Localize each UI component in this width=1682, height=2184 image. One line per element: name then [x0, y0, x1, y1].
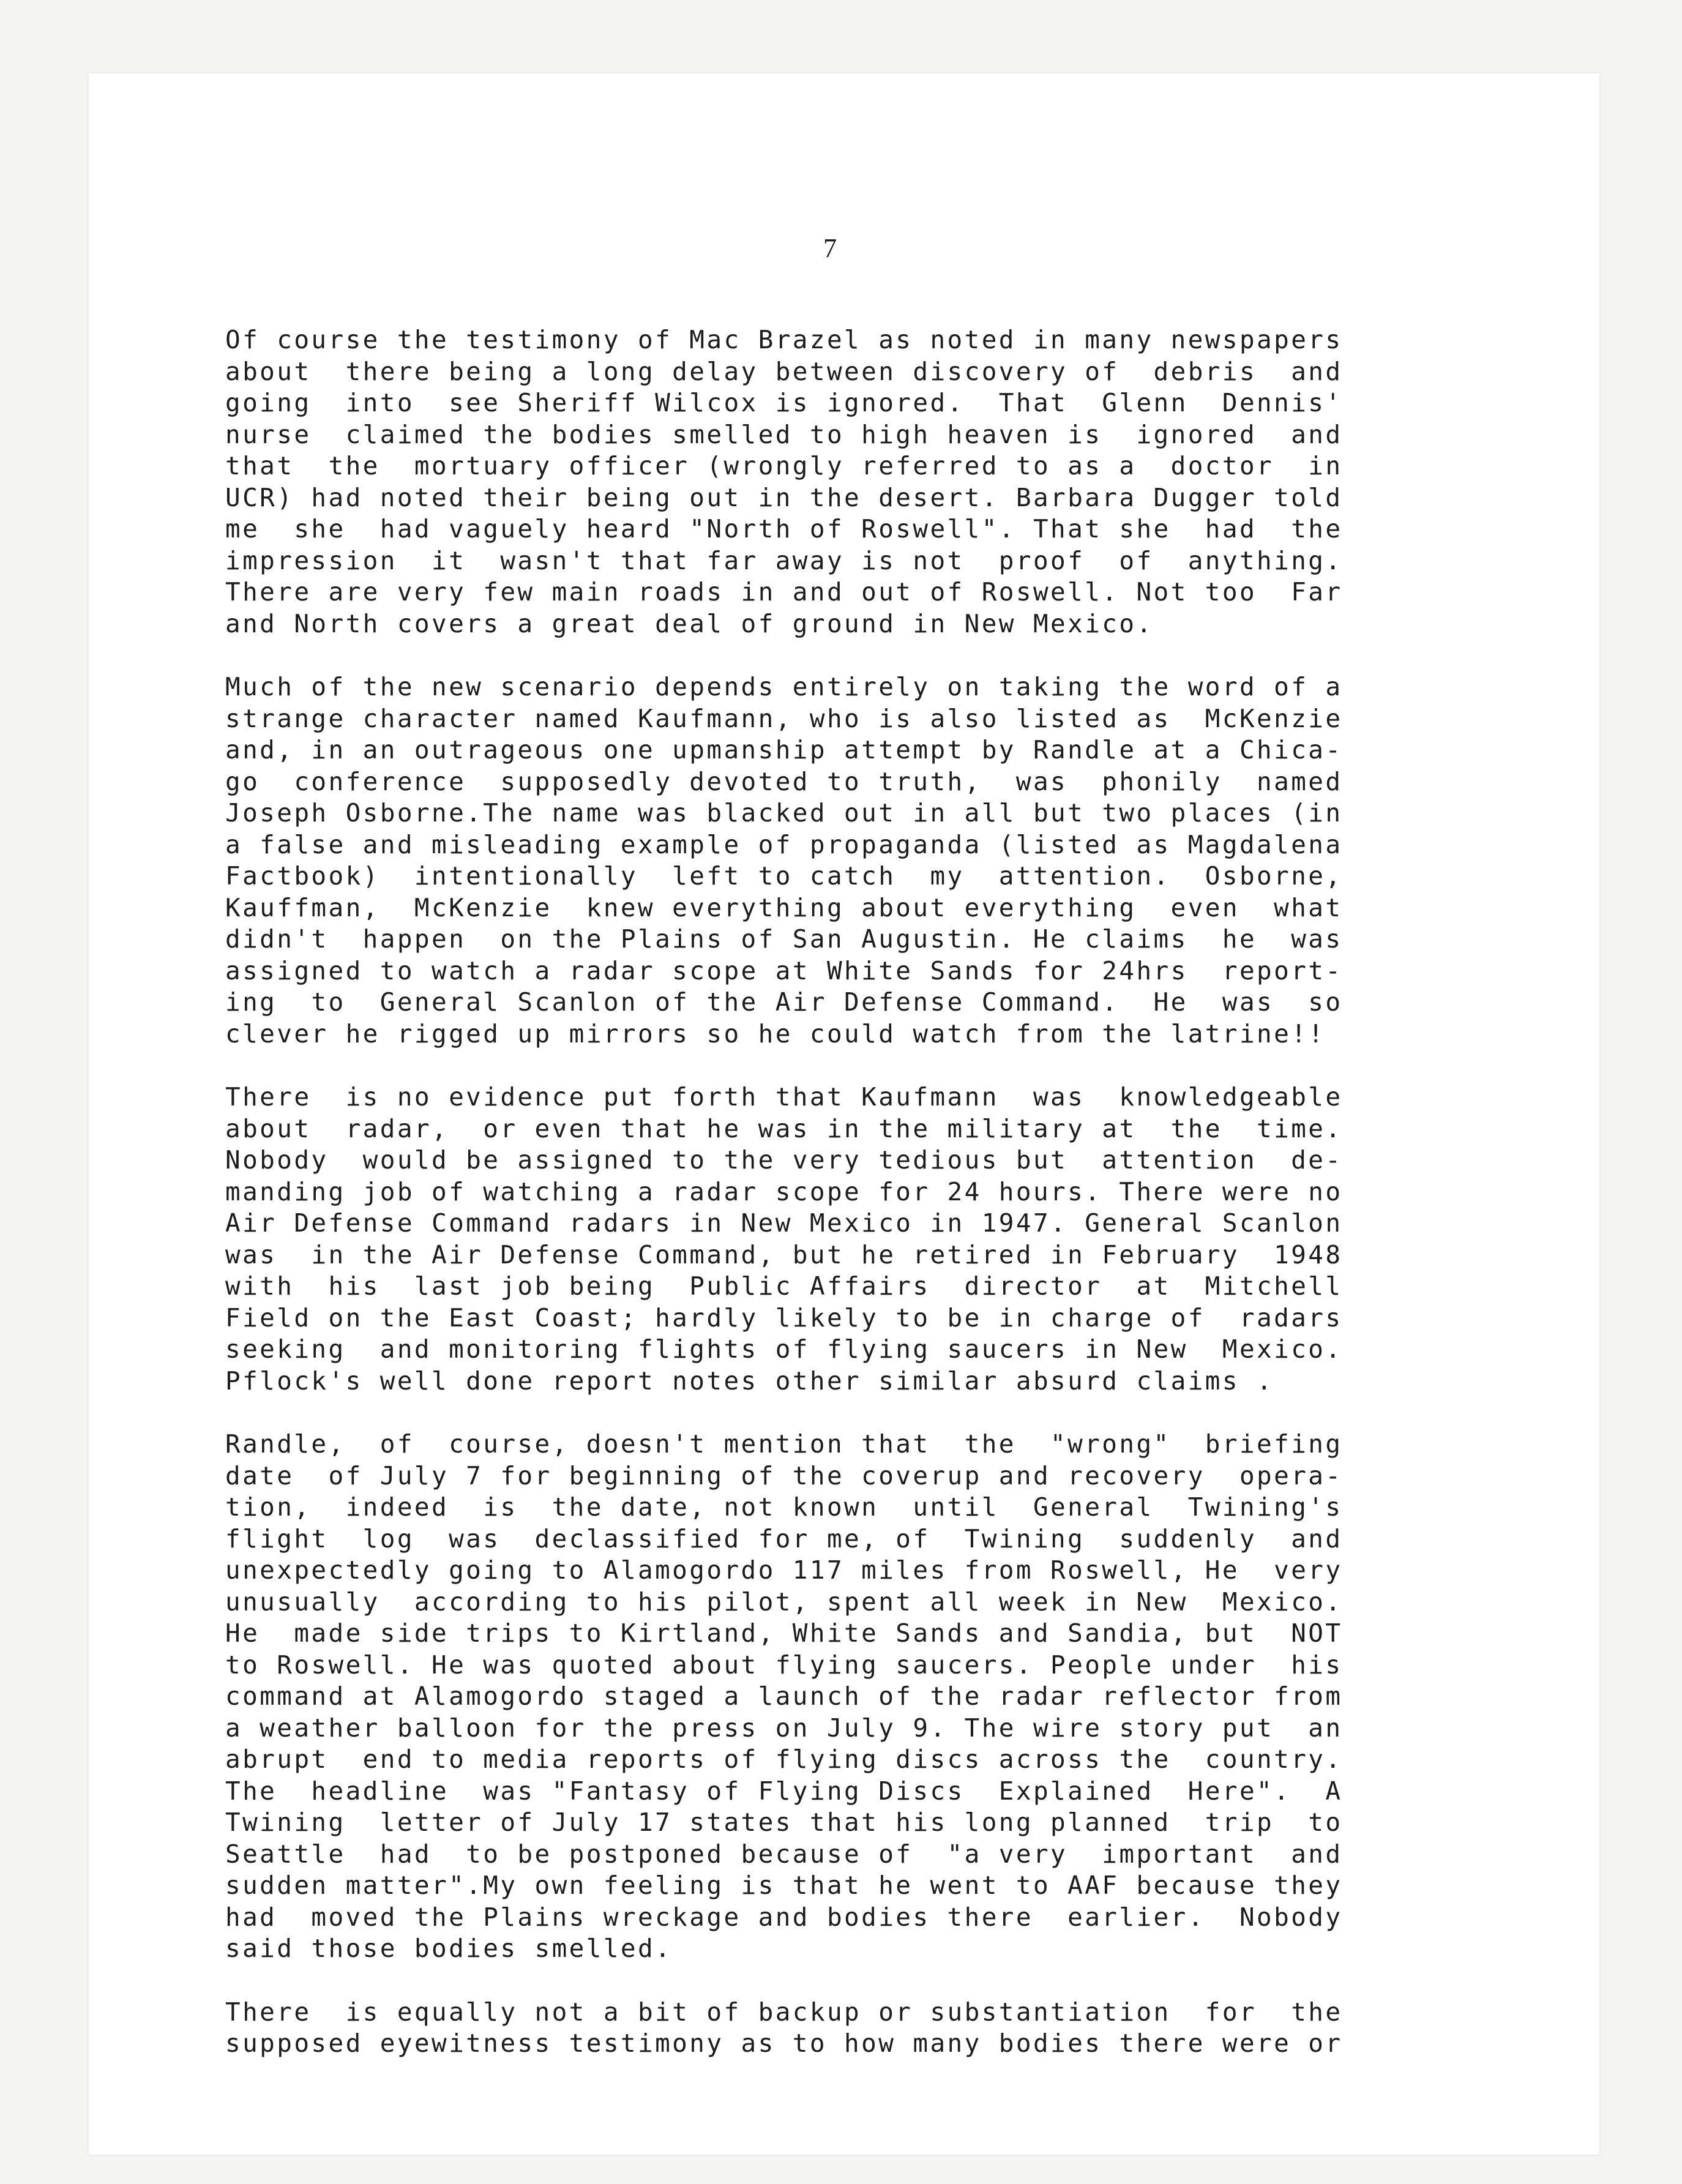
text-line: Pflock's well done report notes other similar absurd claims .	[225, 1366, 1274, 1396]
text-line: sudden matter".My own feeling is that he went to AAF because they	[225, 1871, 1343, 1900]
text-line: Twining letter of July 17 states that his long planned trip to	[225, 1808, 1343, 1837]
text-line: Factbook) intentionally left to catch my attention. Osborne,	[225, 861, 1343, 891]
text-line: supposed eyewitness testimony as to how many bodies there were or	[225, 2029, 1343, 2058]
text-line: The headline was "Fantasy of Flying Discs Explained Here". A	[225, 1776, 1343, 1806]
text-line: seeking and monitoring flights of flying saucers in New Mexico.	[225, 1334, 1343, 1364]
text-line: unusually according to his pilot, spent all week in New Mexico.	[225, 1587, 1343, 1617]
text-line: go conference supposedly devoted to truth, was phonily named	[225, 766, 1343, 796]
text-line: There is no evidence put forth that Kaufmann was knowledgeable	[225, 1082, 1343, 1112]
text-line: Nobody would be assigned to the very tedious but attention de-	[225, 1145, 1343, 1175]
paragraph-3	[225, 1082, 1462, 1397]
text-line: Air Defense Command radars in New Mexico in 1947. General Scanlon	[225, 1208, 1343, 1238]
text-line: said those bodies smelled.	[225, 1934, 673, 1963]
text-line: Kauffman, McKenzie knew everything about everything even what	[225, 892, 1343, 922]
text-line: a weather balloon for the press on July 9. The wire story put an	[225, 1713, 1343, 1743]
text-line: me she had vaguely heard "North of Roswell". That she had the	[225, 514, 1343, 544]
text-line: and, in an outrageous one upmanship attempt by Randle at a Chica-	[225, 735, 1343, 765]
text-line: unexpectedly going to Alamogordo 117 miles from Roswell, He very	[225, 1555, 1343, 1585]
document-body	[225, 324, 1462, 2092]
text-line: assigned to watch a radar scope at White Sands for 24hrs report-	[225, 956, 1343, 985]
text-line: flight log was declassified for me, of Twining suddenly and	[225, 1524, 1343, 1554]
text-line: ing to General Scanlon of the Air Defense Command. He was so	[225, 987, 1343, 1017]
text-line: manding job of watching a radar scope for 24 hours. There were no	[225, 1176, 1343, 1206]
text-line: Much of the new scenario depends entirely on taking the word of a	[225, 672, 1343, 701]
text-line: tion, indeed is the date, not known until General Twining's	[225, 1492, 1343, 1522]
text-line: nurse claimed the bodies smelled to high heaven is ignored and	[225, 419, 1343, 449]
text-line: There is equally not a bit of backup or substantiation for the	[225, 1997, 1343, 2027]
text-line: that the mortuary officer (wrongly referred to as a doctor in	[225, 451, 1343, 481]
paragraph-1	[225, 324, 1462, 640]
text-line: strange character named Kaufmann, who is also listed as McKenzie	[225, 703, 1343, 733]
text-line: about there being a long delay between discovery of debris and	[225, 356, 1343, 386]
text-line: date of July 7 for beginning of the coverup and recovery opera-	[225, 1460, 1343, 1490]
text-line: impression it wasn't that far away is not proof of anything.	[225, 545, 1343, 575]
text-line: command at Alamogordo staged a launch of the radar reflector from	[225, 1681, 1343, 1711]
text-line: Seattle had to be postponed because of "a very important and	[225, 1839, 1343, 1869]
text-line: a false and misleading example of propaganda (listed as Magdalena	[225, 829, 1343, 859]
page-number: 7	[823, 233, 837, 263]
paragraph-4	[225, 1429, 1462, 1965]
text-line: about radar, or even that he was in the military at the time.	[225, 1113, 1343, 1143]
text-line: was in the Air Defense Command, but he retired in February 1948	[225, 1240, 1343, 1270]
text-line: There are very few main roads in and out of Roswell. Not too Far	[225, 577, 1343, 607]
paragraph-2	[225, 671, 1462, 1050]
text-line: had moved the Plains wreckage and bodies there earlier. Nobody	[225, 1902, 1343, 1932]
text-line: UCR) had noted their being out in the desert. Barbara Dugger told	[225, 482, 1343, 512]
text-line: going into see Sheriff Wilcox is ignored. That Glenn Dennis'	[225, 388, 1343, 417]
text-line: Of course the testimony of Mac Brazel as noted in many newspapers	[225, 325, 1343, 354]
text-line: clever he rigged up mirrors so he could watch from the latrine!!	[225, 1019, 1326, 1049]
text-line: didn't happen on the Plains of San Augustin. He claims he was	[225, 924, 1343, 954]
text-line: Field on the East Coast; hardly likely to be in charge of radars	[225, 1303, 1343, 1333]
text-line: abrupt end to media reports of flying discs across the country.	[225, 1745, 1343, 1774]
text-line: with his last job being Public Affairs director at Mitchell	[225, 1271, 1343, 1301]
text-line: He made side trips to Kirtland, White Sands and Sandia, but NOT	[225, 1618, 1343, 1648]
text-line: and North covers a great deal of ground in New Mexico.	[225, 608, 1154, 638]
text-line: to Roswell. He was quoted about flying saucers. People under his	[225, 1650, 1343, 1680]
paragraph-5	[225, 1997, 1462, 2060]
text-line: Joseph Osborne.The name was blacked out in all but two places (in	[225, 798, 1343, 828]
text-line: Randle, of course, doesn't mention that the "wrong" briefing	[225, 1429, 1343, 1459]
